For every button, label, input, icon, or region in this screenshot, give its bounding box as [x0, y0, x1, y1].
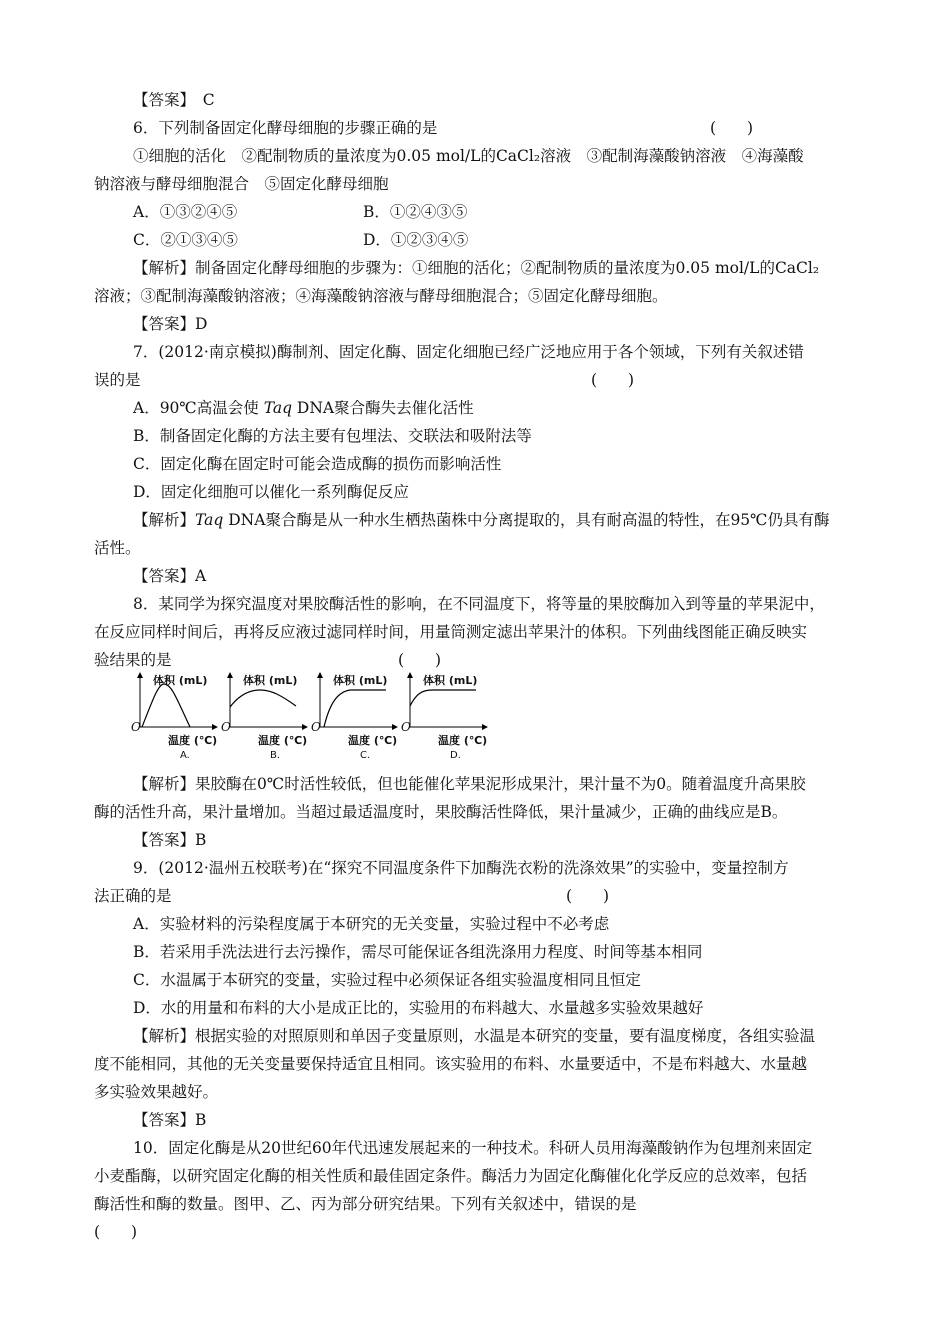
- graph-b: [221, 672, 320, 762]
- curve-b: [230, 690, 296, 707]
- answer-paren-q6-paren: ( ): [710, 119, 754, 137]
- text-line-q8-1: 8．某同学为探究温度对果胶酶活性的影响，在不同温度下，将等量的果胶酶加入到等量的苹果泥中，: [133, 595, 825, 613]
- text-line-ans8: 【答案】B: [133, 831, 207, 849]
- curve-c: [324, 690, 386, 727]
- text-line-q10-2: 小麦酯酶，以研究固定化酶的相关性质和最佳固定条件。酶活力为固定化酶催化化学反应的总效率，包括: [94, 1167, 808, 1185]
- x-arrow: [482, 724, 488, 730]
- text-line-q6-s2: 钠溶液与酵母细胞混合 ⑤固定化酵母细胞: [94, 175, 389, 193]
- taq-italic: Taq: [195, 511, 224, 529]
- graph-b-ylabel: 体积 (mL): [243, 674, 298, 687]
- text-line-q8-2: 在反应同样时间后，再将反应液过滤同样时间，用量筒测定滤出苹果汁的体积。下列曲线图能正确反映实: [94, 623, 808, 641]
- text-line-q9-2: 法正确的是: [94, 887, 172, 905]
- text-line-q6: 6．下列制备固定化酵母细胞的步骤正确的是: [133, 119, 438, 137]
- q6-options-row-2: [133, 230, 468, 250]
- text-line-q9-a: A．实验材料的污染程度属于本研究的无关变量，实验过程中不必考虑: [133, 915, 610, 933]
- text-line-q7-jx1: 【解析】Taq DNA聚合酶是从一种水生栖热菌株中分离提取的，具有耐高温的特性，在95℃仍具有酶: [133, 511, 830, 529]
- text-line-q7-a: A．90℃高温会使 Taq DNA聚合酶失去催化活性: [133, 399, 474, 417]
- graph-d-ylabel: 体积 (mL): [423, 674, 478, 687]
- text-line-q6-s1: ①细胞的活化 ②配制物质的量浓度为0.05 mol/L的CaCl₂溶液 ③配制海藻酸钠溶液 ④海藻酸: [133, 147, 804, 165]
- text-line-q9-jx2: 度不能相同，其他的无关变量要保持适宜且相同。该实验用的布料、水量要适中，不是布料越大、水量越: [94, 1055, 808, 1073]
- text-line-q7-c: C．固定化酶在固定时可能会造成酶的损伤而影响活性: [133, 455, 502, 473]
- x-arrow: [212, 724, 218, 730]
- q6-option-a: A．①③②④⑤: [133, 203, 238, 221]
- text-line-q9-jx1: 【解析】根据实验的对照原则和单因子变量原则，水温是本研究的变量，要有温度梯度，各组实验温: [133, 1027, 816, 1045]
- graph-c-ylabel: 体积 (mL): [333, 674, 388, 687]
- text-line-ans6: 【答案】D: [133, 315, 208, 333]
- graph-c-caption: C.: [360, 750, 371, 761]
- text-line-q6-jx2: 溶液；③配制海藻酸钠溶液；④海藻酸钠溶液与酵母细胞混合；⑤固定化酵母细胞。: [94, 287, 668, 305]
- q6-option-d: D．①②③④⑤: [363, 231, 469, 249]
- answer-paren-q9-paren: ( ): [566, 887, 610, 905]
- x-arrow: [392, 724, 398, 730]
- x-arrow: [302, 724, 308, 730]
- text-line-q9-1: 9．(2012·温州五校联考)在“探究不同温度条件下加酶洗衣粉的洗涤效果”的实验中，变量控制方: [133, 859, 789, 877]
- curve-d: [410, 690, 476, 706]
- text-line-q8-jx1: 【解析】果胶酶在0℃时活性较低，但也能催化苹果泥形成果汁，果汁量不为0。随着温度升高果胶: [133, 775, 806, 793]
- graph-b-caption: B.: [270, 750, 281, 761]
- text-line-q9-c: C．水温属于本研究的变量，实验过程中必须保证各组实验温度相同且恒定: [133, 971, 641, 989]
- curve-a: [142, 684, 190, 727]
- graph-a: [131, 672, 230, 762]
- text-line-q7-1: 7．(2012·南京模拟)酶制剂、固定化酶、固定化细胞已经广泛地应用于各个领域，下列有关叙述错: [133, 343, 804, 361]
- graph-b-origin: O: [221, 720, 231, 734]
- text-line-q8-jx2: 酶的活性升高，果汁量增加。当超过最适温度时，果胶酶活性降低，果汁量减少，正确的曲线应是B。: [94, 803, 788, 821]
- answer-paren-q8-paren: ( ): [398, 651, 442, 669]
- text-line-q7-jx2: 活性。: [94, 539, 141, 557]
- text-line-q9-b: B．若采用手洗法进行去污操作，需尽可能保证各组洗涤用力程度、时间等基本相同: [133, 943, 703, 961]
- graph-d: [401, 672, 500, 762]
- q6-option-c: C．②①③④⑤: [133, 231, 238, 249]
- graph-b-xlabel: 温度 (℃): [258, 734, 308, 747]
- text-line-q9-jx3: 多实验效果越好。: [94, 1083, 219, 1101]
- graph-a-origin: O: [131, 720, 141, 734]
- text-line-q7-b: B．制备固定化酶的方法主要有包埋法、交联法和吸附法等: [133, 427, 532, 445]
- taq-italic: Taq: [263, 399, 292, 417]
- text-line-q7-d: D．固定化细胞可以催化一系列酶促反应: [133, 483, 409, 501]
- text-line-ans9: 【答案】B: [133, 1111, 207, 1129]
- graph-d-xlabel: 温度 (℃): [438, 734, 488, 747]
- graph-c: [311, 672, 410, 762]
- answer-paren-q10-paren: ( ): [94, 1223, 138, 1241]
- y-arrow: [137, 672, 143, 678]
- text-line-q6-jx1: 【解析】制备固定化酵母细胞的步骤为：①细胞的活化；②配制物质的量浓度为0.05 mol/L的CaCl₂: [133, 259, 820, 277]
- graph-a-ylabel: 体积 (mL): [153, 674, 208, 687]
- graph-c-xlabel: 温度 (℃): [348, 734, 398, 747]
- text-line-q8-3: 验结果的是: [94, 651, 172, 669]
- graph-d-caption: D.: [450, 750, 461, 761]
- graph-d-origin: O: [401, 720, 411, 734]
- graph-a-xlabel: 温度 (℃): [168, 734, 218, 747]
- graph-a-caption: A.: [180, 750, 190, 761]
- text-line-q9-d: D．水的用量和布料的大小是成正比的，实验用的布料越大、水量越多实验效果越好: [133, 999, 704, 1017]
- graph-c-origin: O: [311, 720, 321, 734]
- q6-option-b: B．①②④③⑤: [363, 203, 468, 221]
- text-line-ans5: 【答案】 C: [133, 91, 215, 109]
- text-line-ans7: 【答案】A: [133, 567, 207, 585]
- text-line-q10-3: 酶活性和酶的数量。图甲、乙、丙为部分研究结果。下列有关叙述中，错误的是: [94, 1195, 637, 1213]
- text-line-q7-2: 误的是: [94, 371, 141, 389]
- text-line-q10-1: 10．固定化酶是从20世纪60年代迅速发展起来的一种技术。科研人员用海藻酸钠作为包埋剂来固定: [133, 1139, 813, 1157]
- q6-options-row-1: [133, 202, 467, 222]
- answer-paren-q7-paren: ( ): [591, 371, 635, 389]
